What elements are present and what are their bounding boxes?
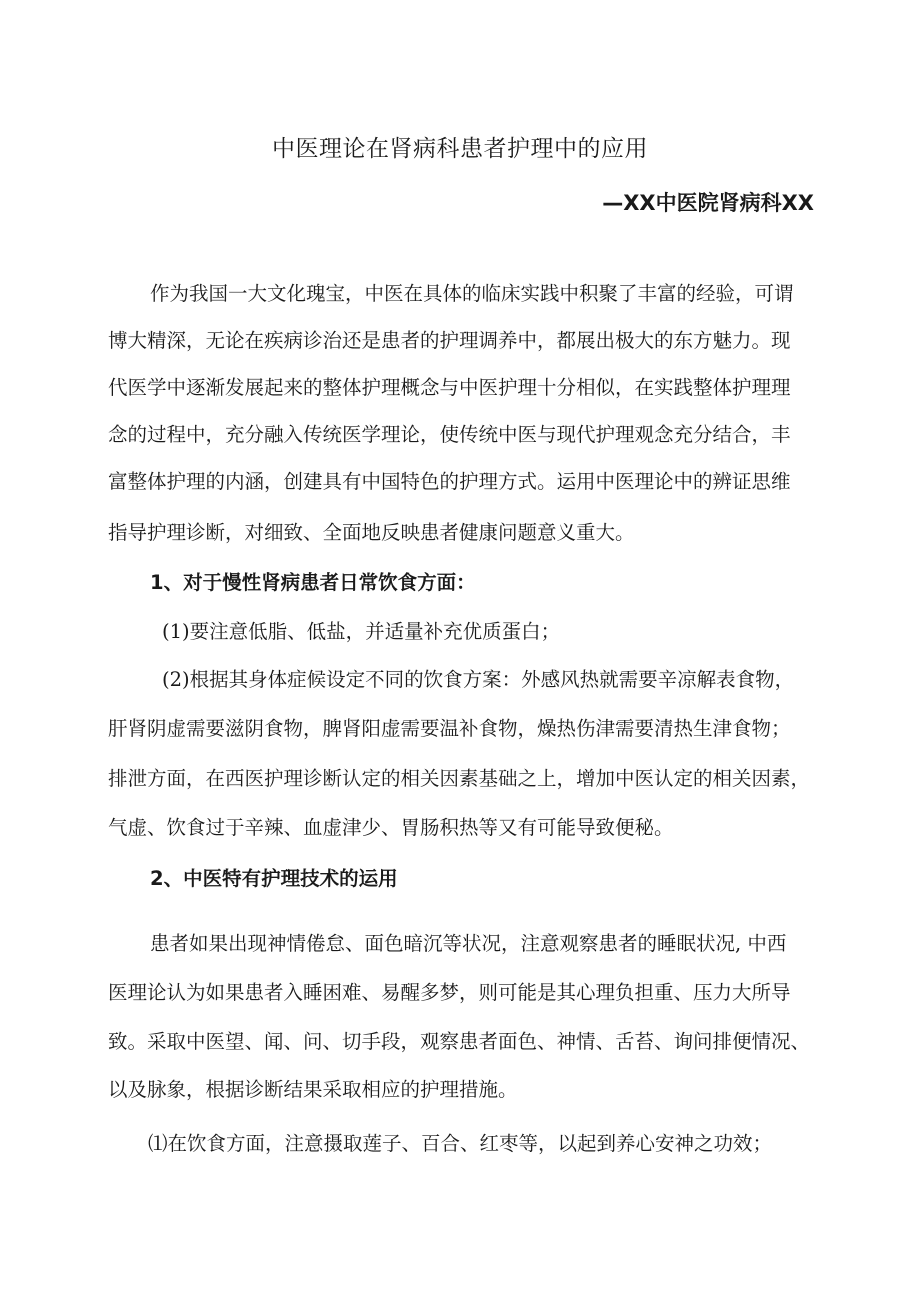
document-byline: —XX中医院肾病科XX	[602, 191, 814, 215]
section-2-heading: 2、中医特有护理技术的运用	[150, 867, 398, 890]
intro-line: 指导护理诊断，对细致、全面地反映患者健康问题意义重大。	[108, 521, 635, 544]
section-1-item-1: (1)要注意低脂、低盐，并适量补充优质蛋白；	[162, 620, 561, 643]
section-1-item-2-line: 排泄方面，在西医护理诊断认定的相关因素基础之上，增加中医认定的相关因素，	[108, 767, 811, 790]
section-1-item-2-line: (2)根据其身体症候设定不同的饮食方案：外感风热就需要辛凉解表食物，	[162, 668, 795, 691]
intro-line: 代医学中逐渐发展起来的整体护理概念与中医护理十分相似，在实践整体护理理	[108, 376, 791, 399]
section-2-para-line: 致。采取中医望、闻、问、切手段，观察患者面色、神情、舌苔、询问排便情况、	[108, 1030, 811, 1053]
intro-line: 富整体护理的内涵，创建具有中国特色的护理方式。运用中医理论中的辨证思维	[108, 470, 791, 493]
intro-line: 作为我国一大文化瑰宝，中医在具体的临床实践中积聚了丰富的经验，可谓	[150, 282, 794, 305]
section-2-para-line: 以及脉象，根据诊断结果采取相应的护理措施。	[108, 1078, 518, 1101]
section-1-heading: 1、对于慢性肾病患者日常饮食方面：	[150, 571, 476, 594]
document-title: 中医理论在肾病科患者护理中的应用	[272, 136, 648, 162]
intro-line: 博大精深，无论在疾病诊治还是患者的护理调养中，都展出极大的东方魅力。现	[108, 329, 791, 352]
section-2-para-line: 患者如果出现神情倦怠、面色暗沉等状况，注意观察患者的睡眠状况, 中西	[150, 932, 787, 955]
section-1-item-2-line: 气虚、饮食过于辛辣、血虚津少、胃肠积热等又有可能导致便秘。	[108, 816, 674, 839]
section-1-item-2-line: 肝肾阴虚需要滋阴食物，脾肾阳虚需要温补食物，燥热伤津需要清热生津食物；	[108, 717, 791, 740]
section-2-item-1: ⑴在饮食方面，注意摄取莲子、百合、红枣等，以起到养心安神之功效；	[148, 1132, 773, 1155]
section-2-para-line: 医理论认为如果患者入睡困难、易醒多梦，则可能是其心理负担重、压力大所导	[108, 981, 791, 1004]
intro-line: 念的过程中，充分融入传统医学理论，使传统中医与现代护理观念充分结合，丰	[108, 423, 791, 446]
